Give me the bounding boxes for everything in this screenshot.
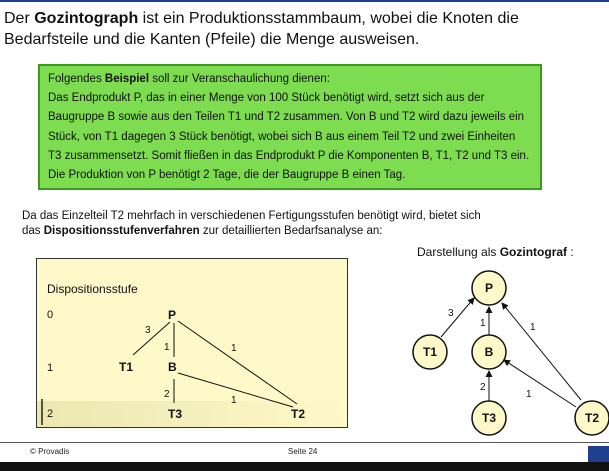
- example-box: [38, 64, 542, 190]
- bottom-bar: [0, 462, 609, 471]
- node-b: B: [168, 360, 177, 374]
- edge-label-b-p: 1: [480, 318, 486, 329]
- node-t1: T1: [119, 360, 134, 374]
- edge-label-p-t2: 1: [231, 343, 237, 354]
- footer-page-number: Seite 24: [288, 447, 318, 456]
- example-text: Folgendes: [48, 73, 105, 85]
- gozinto-label-b: B: [484, 345, 494, 359]
- method-line-2: [22, 224, 582, 239]
- example-term: Beispiel: [104, 73, 150, 85]
- method-line-1: Da das Einzelteil T2 mehrfach in verschiedenen Fertigungsstufen benötigt wird, bietet sich: [22, 210, 481, 222]
- level-label-0: 0: [47, 309, 54, 321]
- gozinto-label-t3: T3: [481, 411, 497, 425]
- dispo-header: Dispositionsstufe: [47, 282, 138, 296]
- footer-logo-block: [588, 446, 609, 462]
- gozinto-label-p: P: [484, 281, 494, 295]
- top-rule: [0, 0, 609, 2]
- method-paragraph: [22, 209, 582, 239]
- node-t2: T2: [291, 407, 306, 421]
- caption-text: :: [567, 245, 574, 259]
- example-line-3: Baugruppe B sowie aus den Teilen T1 und T2 zusammen. Von B und T2 wird dazu jeweils ein: [48, 111, 525, 124]
- method-term: Dispositionsstufenverfahren: [43, 225, 200, 237]
- gozintograf-caption: [417, 245, 574, 259]
- method-text: zur detaillierten Bedarfsanalyse an:: [199, 225, 383, 237]
- intro-line-1: [4, 8, 604, 29]
- example-line-5: T3 zusammensetzt. Somit fließen in das Endprodukt P die Komponenten B, T1, T2 und T3 ein.: [48, 149, 530, 162]
- caption-term: Gozintograf: [499, 245, 568, 259]
- edge-label-t3-b: 2: [480, 382, 486, 393]
- footer-copyright: © Provadis: [30, 447, 70, 456]
- example-line-1: [48, 70, 540, 89]
- edge-label-p-t1: 3: [145, 325, 151, 336]
- edge-t2-b: [504, 360, 576, 407]
- dispositionsstufe-diagram: [36, 258, 348, 428]
- intro-text: ist ein Produktionsstammbaum, wobei die Knoten die: [138, 10, 519, 27]
- edge-p-t2: [178, 321, 297, 404]
- edge-label-b-t2: 1: [231, 395, 237, 406]
- gozinto-label-t2: T2: [584, 411, 600, 425]
- node-p: P: [168, 308, 177, 322]
- level-label-1: 1: [47, 362, 54, 374]
- edge-t2-p: [502, 303, 581, 400]
- level-label-2: 2: [47, 408, 54, 420]
- example-text: soll zur Veranschaulichung dienen:: [149, 73, 330, 85]
- intro-term: Gozintograph: [34, 10, 139, 27]
- dispositionsstufe-svg: [37, 259, 349, 429]
- intro-line-2: Bedarfsteile und die Kanten (Pfeile) die Menge ausweisen.: [4, 31, 420, 48]
- gozinto-label-t1: T1: [422, 345, 438, 359]
- edge-label-t2-p: 1: [530, 322, 536, 333]
- example-line-6: Die Produktion von P benötigt 2 Tage, die der Baugruppe B einen Tag.: [48, 169, 406, 182]
- edge-label-p-b: 1: [164, 342, 170, 353]
- gozintograf-svg: [400, 258, 609, 442]
- node-t3: T3: [168, 407, 183, 421]
- edge-label-t1-p: 3: [448, 308, 454, 319]
- intro-paragraph: [4, 8, 604, 50]
- edge-label-b-t3: 2: [164, 389, 170, 400]
- caption-text: Darstellung als: [417, 245, 500, 259]
- footer-rule: [0, 442, 609, 443]
- example-line-4: Stück, von T1 dagegen 3 Stück benötigt, wobei sich B aus einem Teil T2 und zwei Einheiten: [48, 130, 516, 143]
- example-line-2: Das Endprodukt P, das in einer Menge von 100 Stück benötigt wird, setzt sich aus der: [48, 92, 485, 105]
- edge-t1-p: [441, 298, 474, 337]
- method-text: das: [22, 225, 44, 237]
- intro-text: Der: [4, 10, 35, 27]
- edge-label-t2-b: 1: [526, 389, 532, 400]
